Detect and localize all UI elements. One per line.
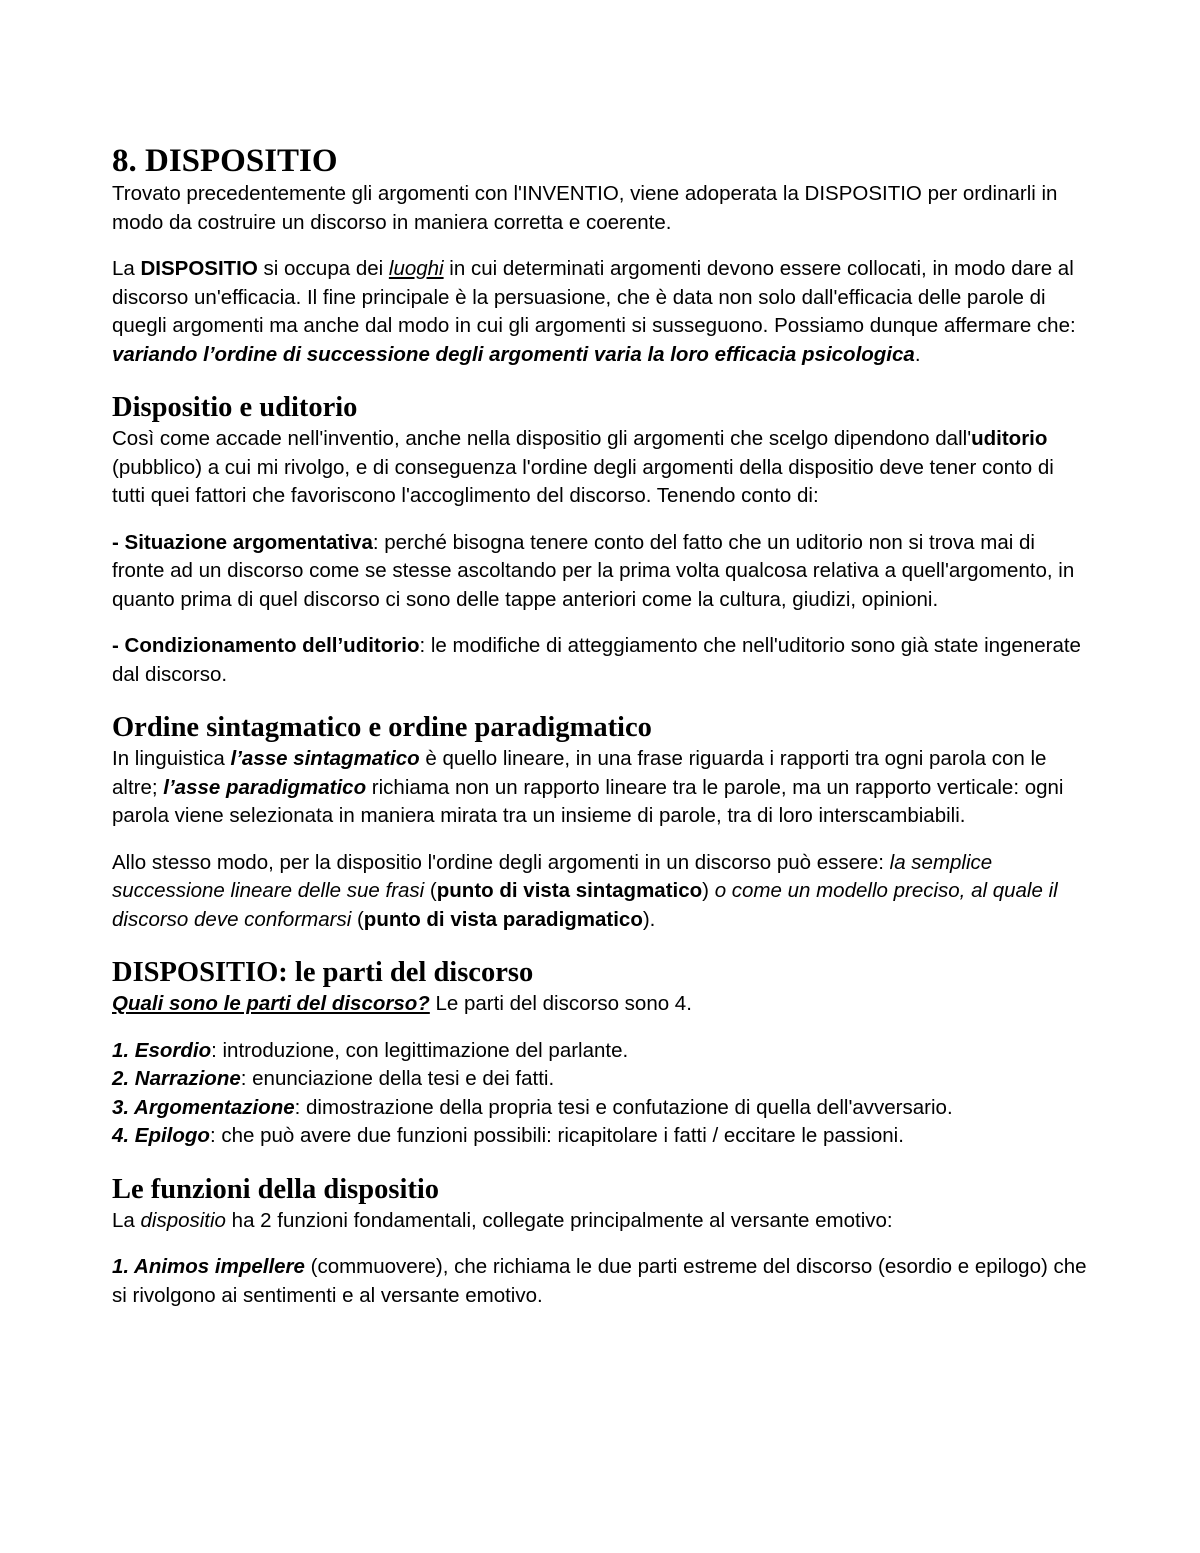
ordine-p2-a: Allo stesso modo, per la dispositio l'ordine degli argomenti in un discorso può essere:: [112, 850, 890, 874]
ordine-p1-b: è quello lineare, in una frase riguarda i rapporti tra ogni parola con le altre;: [112, 747, 1047, 799]
ordine-p2-bold-1: punto di vista sintagmatico: [436, 879, 703, 902]
list-item-text: : introduzione, con legittimazione del parlante.: [211, 1038, 629, 1062]
list-item-text: : che può avere due funzioni possibili: ricapitolare i fatti / eccitare le passioni.: [209, 1124, 904, 1147]
ordine-p2-italic-1: la semplice successione lineare delle sue frasi: [112, 850, 993, 902]
ordine-p1-paradigmatico: l’asse paradigmatico: [163, 775, 367, 799]
ordine-p2-c: ): [702, 879, 715, 902]
intro-p2-c: in cui determinati argomenti devono essere collocati, in modo dare al discorso un'efficacia. Il fine principale è la persuasione, che è data non solo dall'efficacia delle parole di quegli argomenti ma anche dal modo in cui gli argomenti si susseguono. Possiamo dunque affermare che:: [112, 257, 1076, 337]
ordine-paragraph-1: [112, 745, 1092, 831]
list-item: [112, 1037, 1092, 1066]
uditorio-item-1-text: : perché bisogna tenere conto del fatto che un uditorio non si trova mai di fronte ad un discorso come se stesse ascoltando per la prima volta qualcosa relativa a quell'argomento, in quanto prima di quel discorso ci sono delle tappe anteriori come la cultura, giudizi, opinioni.: [112, 530, 1075, 611]
ordine-p1-sintagmatico: l’asse sintagmatico: [230, 747, 420, 770]
parti-answer: Le parti del discorso sono 4.: [429, 992, 692, 1015]
intro-p2-b: si occupa dei: [257, 257, 389, 280]
section-title-parti: DISPOSITIO: le parti del discorso: [112, 957, 534, 988]
intro-p1-text: Trovato precedentemente gli argomenti con l'INVENTIO, viene adoperata la DISPOSITIO per ordinarli in modo da costruire un discorso in maniera corretta e coerente.: [112, 182, 1058, 234]
intro-p2-luoghi: luoghi: [388, 257, 444, 280]
section-title-uditorio: Dispositio e uditorio: [112, 392, 358, 423]
uditorio-item-1: [112, 529, 1092, 615]
funzioni-p2-text: (commuovere), che richiama le due parti estreme del discorso (esordio e epilogo) che si rivolgono ai sentimenti e al versante emotivo.: [112, 1255, 1087, 1307]
funzioni-p1-a: La: [112, 1208, 141, 1232]
parti-question-line: [112, 990, 1092, 1019]
funzioni-paragraph-2: [112, 1253, 1092, 1310]
list-item-label: 3. Argomentazione: [112, 1095, 295, 1119]
list-item: [112, 1065, 1092, 1094]
list-item-label: 2. Narrazione: [112, 1067, 241, 1090]
uditorio-p1-a: Così come accade nell'inventio, anche nella dispositio gli argomenti che scelgo dipendono dall': [112, 427, 972, 450]
parti-list: [112, 1037, 1092, 1151]
ordine-p2-italic-2: o come un modello preciso, al quale il discorso deve conformarsi: [112, 879, 1058, 931]
funzioni-p2-label: 1. Animos impellere: [112, 1255, 305, 1278]
ordine-paragraph-2: [112, 849, 1092, 935]
document-page: [112, 142, 1092, 1310]
intro-p2-bold: DISPOSITIO: [140, 257, 258, 280]
intro-p2-end: .: [914, 342, 921, 366]
uditorio-p1-bold: uditorio: [971, 427, 1048, 450]
ordine-p1-c: richiama non un rapporto lineare tra le parole, ma un rapporto verticale: ogni parola viene selezionata in maniera mirata tra un insieme di parole, tra di loro interscambiabili.: [112, 775, 1064, 827]
uditorio-item-1-label: - Situazione argomentativa: [112, 530, 373, 554]
intro-p2-emphasis: variando l’ordine di successione degli argomenti varia la loro efficacia psicologica: [112, 342, 915, 366]
ordine-p2-bold-2: punto di vista paradigmatico: [363, 907, 643, 931]
parti-question: Quali sono le parti del discorso?: [112, 992, 430, 1015]
intro-paragraph-1: [112, 180, 1092, 237]
uditorio-p1-b: (pubblico) a cui mi rivolgo, e di conseguenza l'ordine degli argomenti della dispositio deve tener conto di tutti quei fattori che favoriscono l'accoglimento del discorso. Tenendo conto di:: [112, 455, 1054, 507]
intro-p2-a: La: [112, 257, 141, 280]
ordine-p2-e: ).: [642, 907, 656, 931]
list-item-text: : dimostrazione della propria tesi e confutazione di quella dell'avversario.: [294, 1095, 953, 1119]
funzioni-p1-italic: dispositio: [140, 1208, 226, 1232]
list-item-label: 1. Esordio: [112, 1038, 212, 1062]
uditorio-item-2-label: - Condizionamento dell’uditorio: [112, 634, 420, 657]
funzioni-p1-b: ha 2 funzioni fondamentali, collegate principalmente al versante emotivo:: [225, 1208, 893, 1232]
ordine-p2-d: (: [351, 907, 364, 931]
uditorio-item-2-text: : le modifiche di atteggiamento che nell'uditorio sono già state ingenerate dal discorso.: [112, 634, 1081, 686]
list-item: [112, 1094, 1092, 1123]
page-title: 8. DISPOSITIO: [112, 143, 338, 179]
list-item: [112, 1122, 1092, 1151]
uditorio-item-2: [112, 632, 1092, 689]
section-title-ordine: Ordine sintagmatico e ordine paradigmatico: [112, 712, 652, 743]
list-item-text: : enunciazione della tesi e dei fatti.: [240, 1067, 555, 1090]
list-item-label: 4. Epilogo: [112, 1124, 210, 1147]
section-title-funzioni: Le funzioni della dispositio: [112, 1173, 440, 1205]
funzioni-paragraph-1: [112, 1207, 1092, 1236]
uditorio-paragraph-1: [112, 425, 1092, 511]
intro-paragraph-2: [112, 255, 1092, 369]
ordine-p2-b: (: [424, 879, 437, 902]
ordine-p1-a: In linguistica: [112, 747, 231, 770]
